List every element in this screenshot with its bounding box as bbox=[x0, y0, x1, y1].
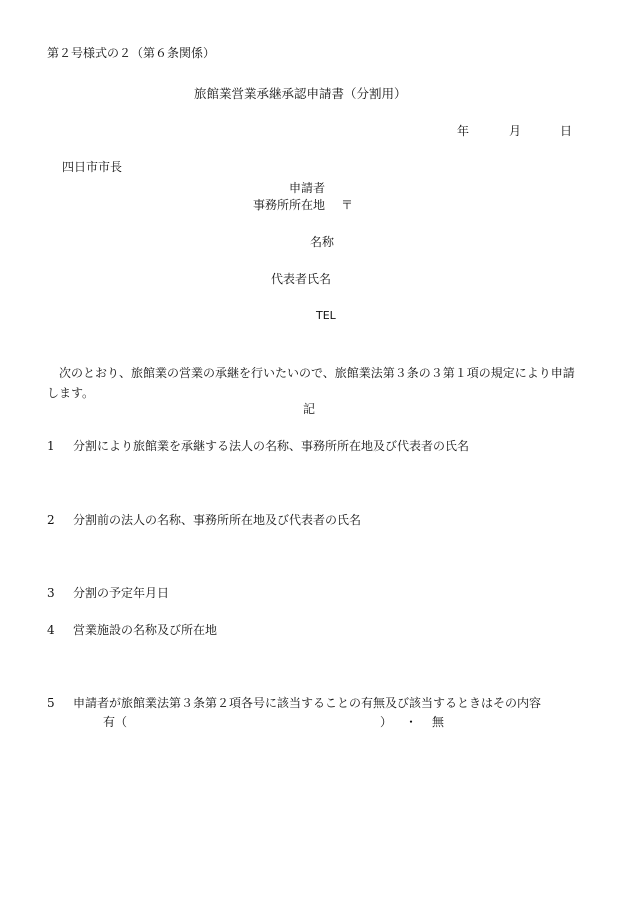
list-item bbox=[47, 514, 361, 526]
item-number: 4 bbox=[47, 623, 55, 637]
form-number: 第２号様式の２（第６条関係） bbox=[47, 46, 216, 60]
postal-mark: 〒 bbox=[341, 198, 354, 212]
tel-label: TEL bbox=[316, 309, 336, 322]
choice-separator: ・ bbox=[405, 715, 418, 729]
addressee: 四日市市長 bbox=[62, 160, 123, 174]
applicant-heading: 申請者 bbox=[289, 181, 326, 195]
date-day: 日 bbox=[560, 124, 573, 138]
name-label: 名称 bbox=[310, 235, 335, 249]
choice-yes: 有（ bbox=[103, 715, 128, 729]
item-number: 1 bbox=[47, 439, 55, 453]
list-item bbox=[47, 697, 541, 709]
ki-heading: 記 bbox=[303, 402, 316, 416]
representative-label: 代表者氏名 bbox=[271, 272, 332, 286]
form-title: 旅館業営業承継承認申請書（分割用） bbox=[194, 86, 407, 101]
item-text: 分割の予定年月日 bbox=[73, 586, 170, 600]
item-number: 3 bbox=[47, 586, 55, 600]
item-text: 申請者が旅館業法第３条第２項各号に該当することの有無及び該当するときはその内容 bbox=[73, 696, 542, 710]
date-month: 月 bbox=[509, 124, 522, 138]
date-year: 年 bbox=[457, 124, 470, 138]
office-address-label: 事務所所在地 bbox=[253, 198, 326, 212]
item-text: 営業施設の名称及び所在地 bbox=[73, 623, 218, 637]
list-item bbox=[47, 587, 169, 599]
item-text: 分割前の法人の名称、事務所所在地及び代表者の氏名 bbox=[73, 513, 362, 527]
list-item bbox=[47, 624, 217, 636]
item-number: 5 bbox=[47, 696, 55, 710]
item-number: 2 bbox=[47, 513, 55, 527]
item-text: 分割により旅館業を承継する法人の名称、事務所所在地及び代表者の氏名 bbox=[73, 439, 470, 453]
body-paragraph: 次のとおり、旅館業の営業の承継を行いたいので、旅館業法第３条の３第１項の規定により申請します。 bbox=[47, 366, 575, 400]
choice-no: 無 bbox=[432, 715, 445, 729]
list-item bbox=[47, 440, 469, 452]
choice-close-paren: ） bbox=[380, 715, 393, 729]
